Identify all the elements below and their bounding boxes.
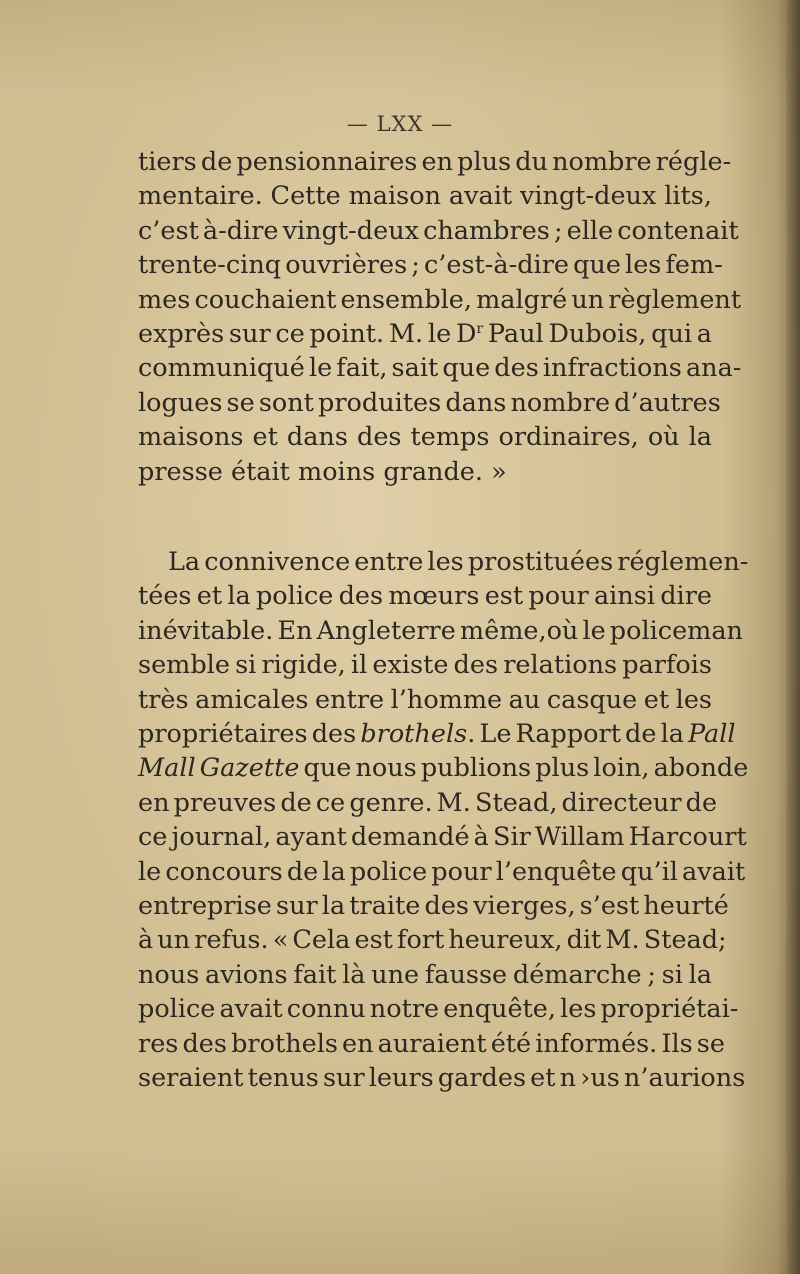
text-line: ce journal, ayant demandé à Sir Willam Harcourt [138,822,747,853]
text-line: très amicales entre l’homme au casque et les [138,684,712,715]
paragraph-2 [138,545,749,1096]
text-line [138,751,749,785]
text-line: tées et la police des mœurs est pour ainsi dire [138,581,712,612]
text-fragment: . Le Rapport de la [467,719,689,750]
text-fragment: propriétaires des [138,719,361,750]
text-line: à un refus. « Cela est fort heureux, dit M. Stead; [138,925,727,956]
text-line: police avait connu notre enquête, les propriétai- [138,994,739,1025]
text-line: entreprise sur la traite des vierges, s’est heurté [138,891,729,922]
text-line [138,717,736,751]
text-line: le concours de la police pour l’enquête qu’il avait [138,856,746,887]
superscript: r [476,321,484,338]
page-edge-shadow [786,0,800,1274]
text-line: seraient tenus sur leurs gardes et n ›us n’aurions [138,1063,746,1094]
text-line: trente-cinq ouvrières ; c’est-à-dire que les fem- [138,250,723,281]
italic-text: brothels [360,719,468,750]
page-number: — LXX — [346,112,454,136]
text-line: presse était moins grande. » [138,456,507,487]
text-line: semble si rigide, il existe des relations parfois [138,650,712,681]
text-line: en preuves de ce genre. M. Stead, directeur de [138,787,718,818]
text-fragment: exprès sur ce point. M. le D [138,319,477,350]
text-line: inévitable. En Angleterre même,où le policeman [138,615,743,646]
text-line: c’est à-dire vingt-deux chambres ; elle contenait [138,215,739,246]
text-line: communiqué le fait, sait que des infractions ana- [138,353,742,384]
italic-text: Pall [688,719,736,750]
text-line [138,317,712,351]
text-line: logues se sont produites dans nombre d’autres [138,387,721,418]
text-line: nous avions fait là une fausse démarche ; si la [138,959,712,990]
text-line: La connivence entre les prostituées réglemen- [168,547,749,577]
text-fragment: que nous publions plus loin, abonde [299,753,749,784]
text-line: maisons et dans des temps ordinaires, où la [138,422,712,453]
text-line: tiers de pensionnaires en plus du nombre régle- [138,147,732,177]
text-fragment: Paul Dubois, qui a [483,319,712,350]
text-line: res des brothels en auraient été informés. Ils se [138,1028,725,1059]
paragraph-1 [138,145,742,489]
italic-text: Mall Gazette [138,753,300,784]
text-line: mes couchaient ensemble, malgré un règlement [138,284,742,315]
text-line: mentaire. Cette maison avait vingt-deux lits, [138,181,712,212]
